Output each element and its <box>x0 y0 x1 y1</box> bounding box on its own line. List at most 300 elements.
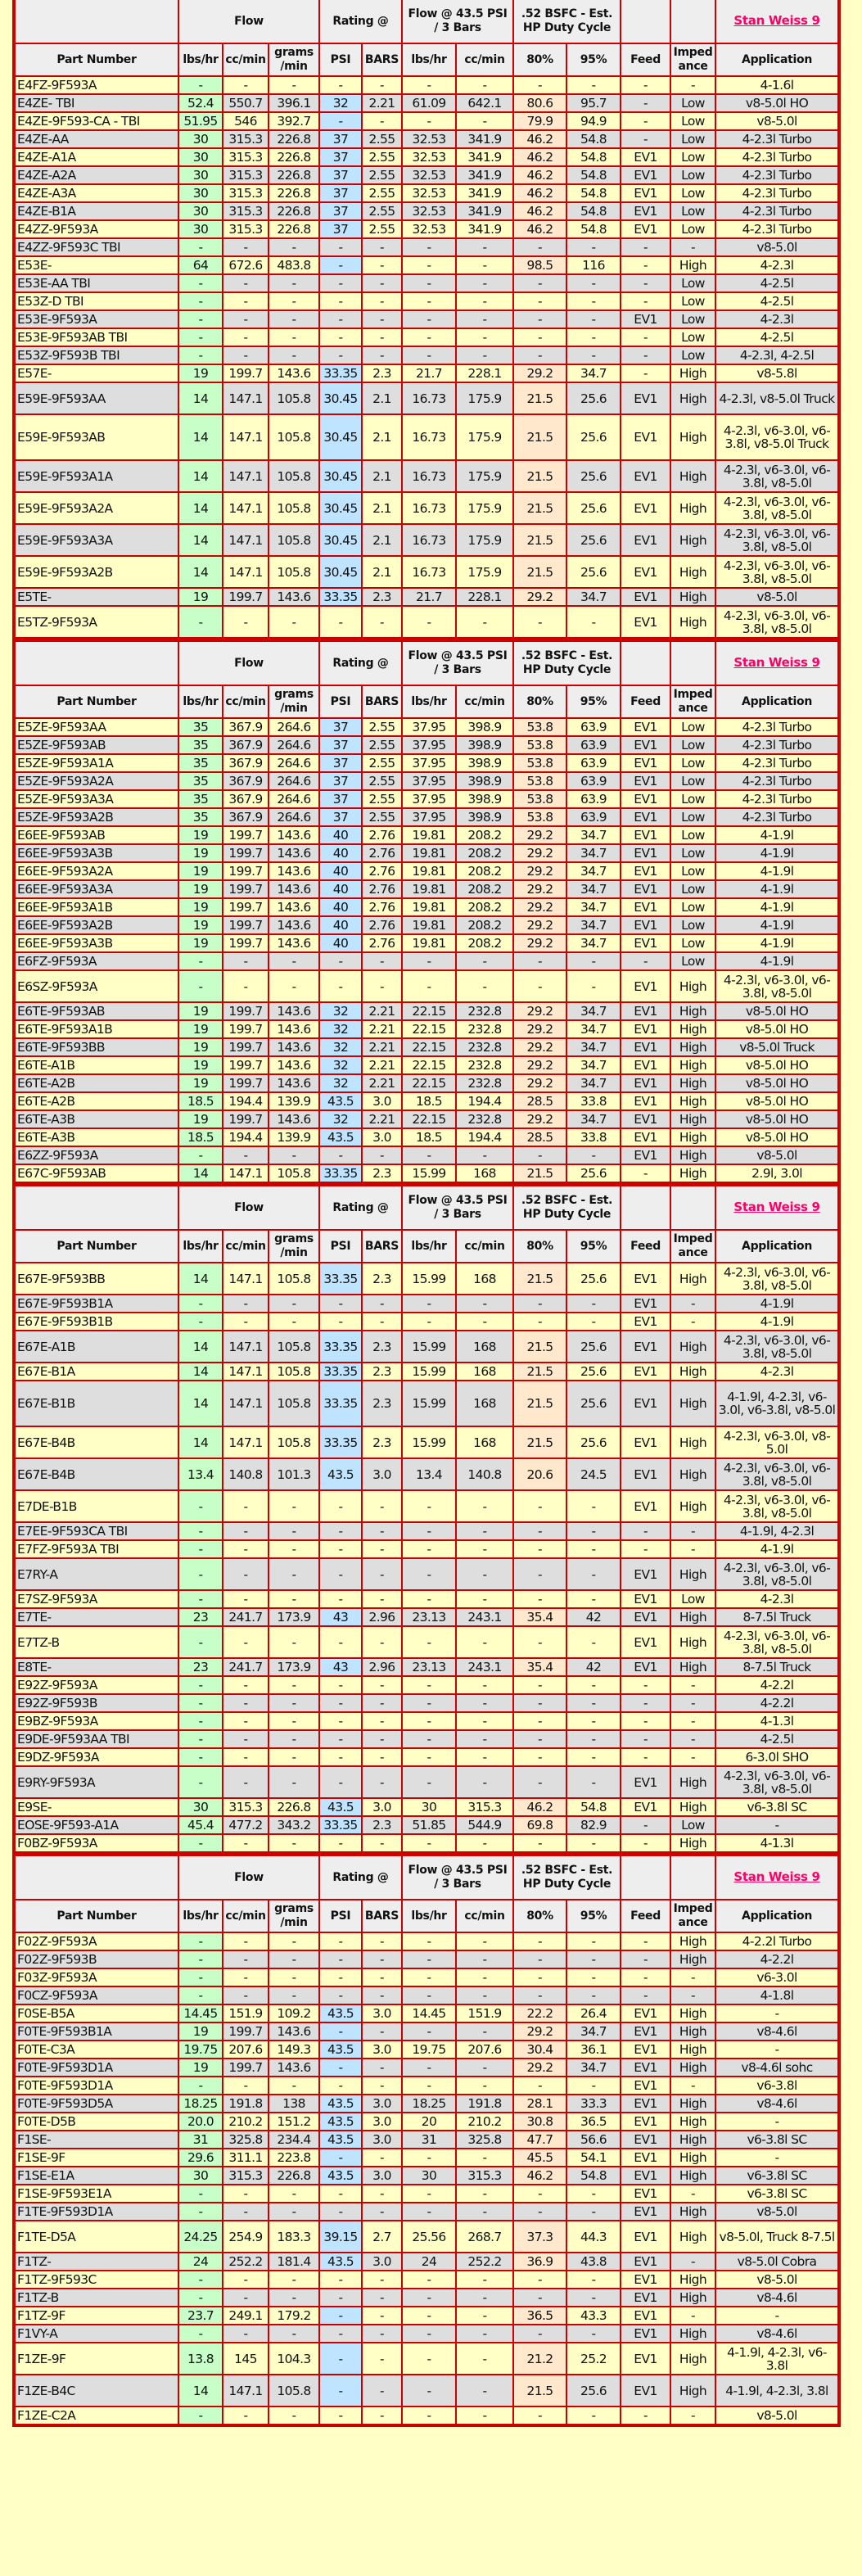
cell-psi: - <box>319 1712 362 1730</box>
cell-duty-80: 46.2 <box>513 184 566 202</box>
cell-flow435-cc-min: - <box>456 1540 513 1558</box>
cell-duty-95: 25.6 <box>566 414 621 460</box>
cell-flow435-lbs-hr: - <box>402 2375 456 2407</box>
cell-flow435-lbs-hr: 37.95 <box>402 754 456 772</box>
cell-application: 4-2.3l Turbo <box>715 220 839 238</box>
cell-impedance: High <box>670 382 715 414</box>
cell-psi: 40 <box>319 934 362 952</box>
cell-part-number: F0TE-D5B <box>14 2113 178 2131</box>
cell-feed: EV1 <box>621 1074 670 1092</box>
table-row <box>14 1128 839 1146</box>
cell-lbs-hr: 19 <box>178 364 223 382</box>
cell-flow435-lbs-hr: 13.4 <box>402 1458 456 1490</box>
cell-lbs-hr: - <box>178 1676 223 1694</box>
cell-part-number: F03Z-9F593A <box>14 1968 178 1986</box>
cell-grams-min: 105.8 <box>269 1164 319 1183</box>
cell-grams-min: 143.6 <box>269 2022 319 2040</box>
group-rating: Rating @ <box>319 1186 402 1230</box>
cell-flow435-lbs-hr: - <box>402 1590 456 1608</box>
table-row <box>14 826 839 844</box>
cell-bars: - <box>362 2022 402 2040</box>
blank-header <box>14 0 178 43</box>
cell-part-number: E92Z-9F593A <box>14 1676 178 1694</box>
cell-impedance: High <box>670 1490 715 1522</box>
cell-lbs-hr: - <box>178 1766 223 1798</box>
cell-application: 4-1.9l <box>715 844 839 862</box>
cell-feed: EV1 <box>621 2375 670 2407</box>
cell-bars: - <box>362 1950 402 1968</box>
col-header-cc-min: cc/min <box>223 1900 269 1932</box>
cell-psi: 37 <box>319 754 362 772</box>
cell-flow435-lbs-hr: - <box>402 346 456 364</box>
cell-flow435-cc-min: - <box>456 1590 513 1608</box>
cell-feed: EV1 <box>621 718 670 736</box>
cell-flow435-lbs-hr: - <box>402 1676 456 1694</box>
cell-flow435-lbs-hr: - <box>402 2343 456 2375</box>
table-row <box>14 130 839 148</box>
cell-grams-min: - <box>269 1968 319 1986</box>
cell-part-number: E4ZE-A1A <box>14 148 178 166</box>
cell-feed: EV1 <box>621 2343 670 2375</box>
cell-lbs-hr: 14 <box>178 1426 223 1458</box>
cell-duty-95: - <box>566 1748 621 1766</box>
cell-duty-95: 34.7 <box>566 1038 621 1056</box>
cell-flow435-lbs-hr: 19.81 <box>402 844 456 862</box>
cell-lbs-hr: 14 <box>178 492 223 524</box>
cell-duty-80: - <box>513 346 566 364</box>
table-row <box>14 2185 839 2203</box>
stan-weiss-link[interactable]: Stan Weiss 9 <box>733 1869 820 1884</box>
cell-impedance: High <box>670 2167 715 2185</box>
cell-bars: - <box>362 2325 402 2343</box>
cell-grams-min: 138 <box>269 2095 319 2113</box>
cell-feed: EV1 <box>621 1146 670 1164</box>
cell-application: v8-4.6l <box>715 2289 839 2307</box>
col-header-feed: Feed <box>621 1900 670 1932</box>
cell-flow435-lbs-hr: 37.95 <box>402 808 456 826</box>
cell-feed: - <box>621 1748 670 1766</box>
cell-duty-95: 36.5 <box>566 2113 621 2131</box>
cell-bars: 2.3 <box>362 364 402 382</box>
table-row <box>14 2004 839 2022</box>
table-row <box>14 2375 839 2407</box>
cell-lbs-hr: 19 <box>178 1110 223 1128</box>
cell-flow435-lbs-hr: - <box>402 1522 456 1540</box>
cell-bars: 2.76 <box>362 862 402 880</box>
cell-flow435-cc-min: - <box>456 274 513 292</box>
cell-lbs-hr: - <box>178 76 223 94</box>
cell-duty-80: 21.5 <box>513 414 566 460</box>
cell-application: 4-1.9l <box>715 916 839 934</box>
cell-lbs-hr: - <box>178 1295 223 1313</box>
cell-flow435-cc-min: 194.4 <box>456 1092 513 1110</box>
cell-cc-min: 151.9 <box>223 2004 269 2022</box>
cell-lbs-hr: 45.4 <box>178 1816 223 1834</box>
col-header-grams-min: grams /min <box>269 1230 319 1263</box>
table-row <box>14 346 839 364</box>
cell-duty-80: 53.8 <box>513 754 566 772</box>
cell-cc-min: 315.3 <box>223 148 269 166</box>
cell-flow435-lbs-hr: 18.25 <box>402 2095 456 2113</box>
group-flow-43-5: Flow @ 43.5 PSI / 3 Bars <box>402 641 513 685</box>
col-header-lbs-hr: lbs/hr <box>178 1230 223 1263</box>
cell-grams-min: 143.6 <box>269 934 319 952</box>
cell-grams-min: - <box>269 1490 319 1522</box>
cell-flow435-lbs-hr: 16.73 <box>402 524 456 556</box>
cell-application: 4-2.3l Turbo <box>715 130 839 148</box>
cell-impedance: High <box>670 2095 715 2113</box>
cell-part-number: E59E-9F593A2A <box>14 492 178 524</box>
cell-duty-80: 36.9 <box>513 2253 566 2271</box>
cell-psi: - <box>319 346 362 364</box>
cell-psi: 40 <box>319 916 362 934</box>
cell-application: v6-3.8l SC <box>715 2185 839 2203</box>
cell-bars: - <box>362 310 402 328</box>
cell-flow435-cc-min: - <box>456 1522 513 1540</box>
cell-application: 4-2.3l, v6-3.0l, v6-3.8l, v8-5.0l <box>715 460 839 492</box>
table-row <box>14 1146 839 1164</box>
cell-part-number: E6TE-A2B <box>14 1074 178 1092</box>
cell-part-number: E4FZ-9F593A <box>14 76 178 94</box>
cell-feed: EV1 <box>621 460 670 492</box>
cell-duty-80: 29.2 <box>513 588 566 606</box>
cell-psi: 43.5 <box>319 2004 362 2022</box>
cell-flow435-cc-min: 341.9 <box>456 148 513 166</box>
cell-bars: - <box>362 1522 402 1540</box>
cell-impedance: High <box>670 2113 715 2131</box>
cell-psi: 32 <box>319 1020 362 1038</box>
cell-duty-95: - <box>566 1676 621 1694</box>
cell-lbs-hr: 14 <box>178 524 223 556</box>
cell-duty-80: - <box>513 1540 566 1558</box>
cell-bars: 2.96 <box>362 1658 402 1676</box>
cell-grams-min: 226.8 <box>269 166 319 184</box>
cell-grams-min: - <box>269 1834 319 1853</box>
cell-impedance: High <box>670 2325 715 2343</box>
cell-application: - <box>715 2040 839 2059</box>
cell-psi: 32 <box>319 1056 362 1074</box>
cell-lbs-hr: 23 <box>178 1658 223 1676</box>
cell-cc-min: 315.3 <box>223 130 269 148</box>
cell-duty-95: 63.9 <box>566 754 621 772</box>
table-row <box>14 1522 839 1540</box>
cell-bars: - <box>362 238 402 256</box>
cell-impedance: High <box>670 1558 715 1590</box>
cell-part-number: E5ZE-9F593AB <box>14 736 178 754</box>
cell-impedance: - <box>670 1676 715 1694</box>
cell-feed: EV1 <box>621 790 670 808</box>
cell-application: 4-2.3l Turbo <box>715 718 839 736</box>
cell-part-number: E59E-9F593A3A <box>14 524 178 556</box>
cell-flow435-cc-min: 175.9 <box>456 492 513 524</box>
stan-weiss-link[interactable]: Stan Weiss 9 <box>733 655 820 670</box>
cell-impedance: High <box>670 1834 715 1853</box>
cell-flow435-lbs-hr: 37.95 <box>402 718 456 736</box>
cell-cc-min: 546 <box>223 112 269 130</box>
stan-weiss-link[interactable]: Stan Weiss 9 <box>733 13 820 28</box>
cell-grams-min: 181.4 <box>269 2253 319 2271</box>
cell-psi: 37 <box>319 808 362 826</box>
cell-flow435-lbs-hr: 19.81 <box>402 880 456 898</box>
cell-impedance: High <box>670 556 715 588</box>
cell-flow435-cc-min: 175.9 <box>456 460 513 492</box>
cell-lbs-hr: - <box>178 1540 223 1558</box>
cell-lbs-hr: - <box>178 292 223 310</box>
table-row <box>14 808 839 826</box>
cell-flow435-lbs-hr: 32.53 <box>402 220 456 238</box>
cell-flow435-lbs-hr: - <box>402 2185 456 2203</box>
cell-feed: - <box>621 130 670 148</box>
cell-application: 4-2.3l, v6-3.0l, v6-3.8l, v8-5.0l <box>715 492 839 524</box>
cell-flow435-lbs-hr: 16.73 <box>402 414 456 460</box>
cell-cc-min: 199.7 <box>223 364 269 382</box>
table-row <box>14 898 839 916</box>
cell-flow435-cc-min: - <box>456 1766 513 1798</box>
cell-flow435-cc-min: 243.1 <box>456 1608 513 1626</box>
cell-cc-min: - <box>223 292 269 310</box>
cell-duty-95: - <box>566 292 621 310</box>
cell-grams-min: 105.8 <box>269 1331 319 1363</box>
cell-flow435-lbs-hr: 37.95 <box>402 772 456 790</box>
cell-cc-min: - <box>223 1766 269 1798</box>
cell-bars: - <box>362 2059 402 2077</box>
cell-flow435-cc-min: 210.2 <box>456 2113 513 2131</box>
cell-lbs-hr: - <box>178 1694 223 1712</box>
cell-application: 4-1.9l <box>715 1313 839 1331</box>
cell-lbs-hr: - <box>178 952 223 970</box>
col-header-feed: Feed <box>621 1230 670 1263</box>
cell-bars: 2.76 <box>362 844 402 862</box>
cell-cc-min: - <box>223 1730 269 1748</box>
cell-flow435-lbs-hr: 15.99 <box>402 1164 456 1183</box>
cell-duty-80: 21.5 <box>513 524 566 556</box>
cell-part-number: E6TE-9F593BB <box>14 1038 178 1056</box>
cell-bars: 2.76 <box>362 826 402 844</box>
cell-bars: 2.1 <box>362 382 402 414</box>
cell-application: 4-2.3l Turbo <box>715 772 839 790</box>
cell-part-number: E4ZE-A3A <box>14 184 178 202</box>
cell-impedance: High <box>670 1608 715 1626</box>
cell-part-number: E7DE-B1B <box>14 1490 178 1522</box>
cell-flow435-cc-min: 398.9 <box>456 718 513 736</box>
cell-grams-min: - <box>269 1694 319 1712</box>
cell-cc-min: - <box>223 1712 269 1730</box>
cell-flow435-lbs-hr: 32.53 <box>402 166 456 184</box>
stan-weiss-link[interactable]: Stan Weiss 9 <box>733 1200 820 1214</box>
cell-bars: 2.3 <box>362 1816 402 1834</box>
cell-bars: 2.21 <box>362 1002 402 1020</box>
cell-feed: EV1 <box>621 1002 670 1020</box>
cell-part-number: F1TZ-B <box>14 2289 178 2307</box>
cell-bars: 3.0 <box>362 1092 402 1110</box>
cell-duty-95: 34.7 <box>566 1020 621 1038</box>
cell-flow435-lbs-hr: 30 <box>402 1798 456 1816</box>
cell-feed: - <box>621 346 670 364</box>
cell-flow435-cc-min: 151.9 <box>456 2004 513 2022</box>
cell-impedance: High <box>670 1146 715 1164</box>
cell-psi: - <box>319 1748 362 1766</box>
cell-application: 4-1.6l <box>715 76 839 94</box>
table-row <box>14 2307 839 2325</box>
cell-feed: - <box>621 112 670 130</box>
cell-application: 4-2.3l Turbo <box>715 808 839 826</box>
cell-duty-80: 21.5 <box>513 556 566 588</box>
cell-lbs-hr: 23.7 <box>178 2307 223 2325</box>
cell-feed: EV1 <box>621 1626 670 1658</box>
col-header-flow435-lbs-hr: lbs/hr <box>402 1230 456 1263</box>
cell-cc-min: - <box>223 1676 269 1694</box>
cell-impedance: Low <box>670 310 715 328</box>
cell-psi: - <box>319 1313 362 1331</box>
cell-psi: 40 <box>319 898 362 916</box>
cell-flow435-lbs-hr: 15.99 <box>402 1331 456 1363</box>
cell-part-number: F1TZ-9F <box>14 2307 178 2325</box>
cell-flow435-cc-min: - <box>456 1313 513 1331</box>
cell-duty-95: 25.6 <box>566 1263 621 1295</box>
cell-duty-80: 21.5 <box>513 492 566 524</box>
col-header-grams-min: grams /min <box>269 685 319 718</box>
cell-duty-95: 94.9 <box>566 112 621 130</box>
cell-duty-95: 34.7 <box>566 934 621 952</box>
cell-impedance: Low <box>670 808 715 826</box>
blank-header <box>14 1855 178 1900</box>
cell-lbs-hr: 30 <box>178 220 223 238</box>
cell-feed: - <box>621 2407 670 2425</box>
table-row <box>14 2221 839 2253</box>
table-row <box>14 202 839 220</box>
cell-grams-min: - <box>269 1540 319 1558</box>
cell-application: - <box>715 2307 839 2325</box>
cell-application: 4-1.9l, 4-2.3l, v6-3.0l, v6-3.8l, v8-5.0l <box>715 1381 839 1426</box>
cell-bars: 2.55 <box>362 772 402 790</box>
cell-cc-min: 311.1 <box>223 2149 269 2167</box>
cell-impedance: High <box>670 2343 715 2375</box>
cell-application: 4-1.9l, 4-2.3l <box>715 1522 839 1540</box>
cell-psi: 33.35 <box>319 1164 362 1183</box>
cell-part-number: E4ZE-9F593-CA - TBI <box>14 112 178 130</box>
cell-cc-min: 367.9 <box>223 808 269 826</box>
cell-application: - <box>715 2149 839 2167</box>
cell-application: 4-1.9l <box>715 934 839 952</box>
blank-header <box>670 1186 715 1230</box>
cell-psi: 33.35 <box>319 1263 362 1295</box>
cell-application: v8-5.0l, Truck 8-7.5l <box>715 2221 839 2253</box>
cell-flow435-cc-min: 175.9 <box>456 382 513 414</box>
cell-application: 4-2.2l <box>715 1694 839 1712</box>
cell-impedance: High <box>670 2004 715 2022</box>
table-row <box>14 2343 839 2375</box>
cell-flow435-cc-min: 191.8 <box>456 2095 513 2113</box>
cell-application: 4-2.3l, v6-3.0l, v6-3.8l, v8-5.0l <box>715 524 839 556</box>
cell-psi: - <box>319 310 362 328</box>
cell-feed: EV1 <box>621 844 670 862</box>
cell-part-number: E8TE- <box>14 1658 178 1676</box>
cell-application: v8-5.0l <box>715 2407 839 2425</box>
table-row <box>14 76 839 94</box>
cell-part-number: E5TE- <box>14 588 178 606</box>
cell-flow435-cc-min: - <box>456 1626 513 1658</box>
cell-flow435-cc-min: - <box>456 2185 513 2203</box>
cell-duty-80: 79.9 <box>513 112 566 130</box>
cell-part-number: E67E-B1A <box>14 1363 178 1381</box>
cell-lbs-hr: 35 <box>178 790 223 808</box>
cell-flow435-cc-min: - <box>456 1748 513 1766</box>
cell-lbs-hr: 19 <box>178 898 223 916</box>
cell-bars: - <box>362 1730 402 1748</box>
cell-grams-min: 392.7 <box>269 112 319 130</box>
cell-part-number: E6EE-9F593A3A <box>14 880 178 898</box>
cell-flow435-cc-min: - <box>456 1676 513 1694</box>
cell-feed: EV1 <box>621 2004 670 2022</box>
cell-duty-95: - <box>566 1730 621 1748</box>
cell-bars: 2.55 <box>362 220 402 238</box>
cell-feed: EV1 <box>621 2325 670 2343</box>
cell-part-number: E53E-9F593AB TBI <box>14 328 178 346</box>
cell-application: 4-2.3l <box>715 1363 839 1381</box>
col-header-part-number: Part Number <box>14 1230 178 1263</box>
cell-grams-min: - <box>269 1766 319 1798</box>
cell-cc-min: 199.7 <box>223 1038 269 1056</box>
cell-duty-95: - <box>566 328 621 346</box>
cell-lbs-hr: - <box>178 2271 223 2289</box>
cell-duty-95: 34.7 <box>566 880 621 898</box>
cell-flow435-lbs-hr: - <box>402 1146 456 1164</box>
cell-flow435-lbs-hr: 19.75 <box>402 2040 456 2059</box>
cell-impedance: High <box>670 1658 715 1676</box>
cell-duty-80: - <box>513 238 566 256</box>
cell-application: v8-5.0l <box>715 2271 839 2289</box>
cell-feed: - <box>621 238 670 256</box>
cell-grams-min: 105.8 <box>269 524 319 556</box>
cell-impedance: - <box>670 1986 715 2004</box>
cell-grams-min: 105.8 <box>269 414 319 460</box>
cell-part-number: E6TE-A3B <box>14 1110 178 1128</box>
cell-flow435-cc-min: - <box>456 2375 513 2407</box>
cell-feed: EV1 <box>621 606 670 639</box>
cell-impedance: High <box>670 1092 715 1110</box>
table-row <box>14 1950 839 1968</box>
cell-cc-min: 199.7 <box>223 844 269 862</box>
cell-duty-80: 21.5 <box>513 382 566 414</box>
cell-duty-95: 25.6 <box>566 556 621 588</box>
cell-cc-min: 249.1 <box>223 2307 269 2325</box>
col-header-application: Application <box>715 43 839 76</box>
cell-bars: 2.96 <box>362 1608 402 1626</box>
cell-application: 4-2.3l Turbo <box>715 184 839 202</box>
cell-cc-min: - <box>223 1968 269 1986</box>
cell-application: 4-2.3l Turbo <box>715 790 839 808</box>
cell-duty-80: 45.5 <box>513 2149 566 2167</box>
cell-duty-95: - <box>566 2077 621 2095</box>
cell-impedance: - <box>670 1748 715 1766</box>
cell-lbs-hr: 19 <box>178 1038 223 1056</box>
col-header-psi: PSI <box>319 685 362 718</box>
cell-bars: 2.1 <box>362 524 402 556</box>
cell-feed: EV1 <box>621 898 670 916</box>
cell-lbs-hr: 51.95 <box>178 112 223 130</box>
cell-impedance: Low <box>670 790 715 808</box>
group-bsfc: .52 BSFC - Est. HP Duty Cycle <box>513 1186 621 1230</box>
cell-duty-95: 54.8 <box>566 1798 621 1816</box>
cell-grams-min: - <box>269 2325 319 2343</box>
group-bsfc: .52 BSFC - Est. HP Duty Cycle <box>513 0 621 43</box>
cell-cc-min: - <box>223 2289 269 2307</box>
cell-psi: 37 <box>319 718 362 736</box>
cell-feed: - <box>621 256 670 274</box>
col-header-lbs-hr: lbs/hr <box>178 43 223 76</box>
cell-impedance: High <box>670 2022 715 2040</box>
cell-cc-min: - <box>223 1932 269 1950</box>
